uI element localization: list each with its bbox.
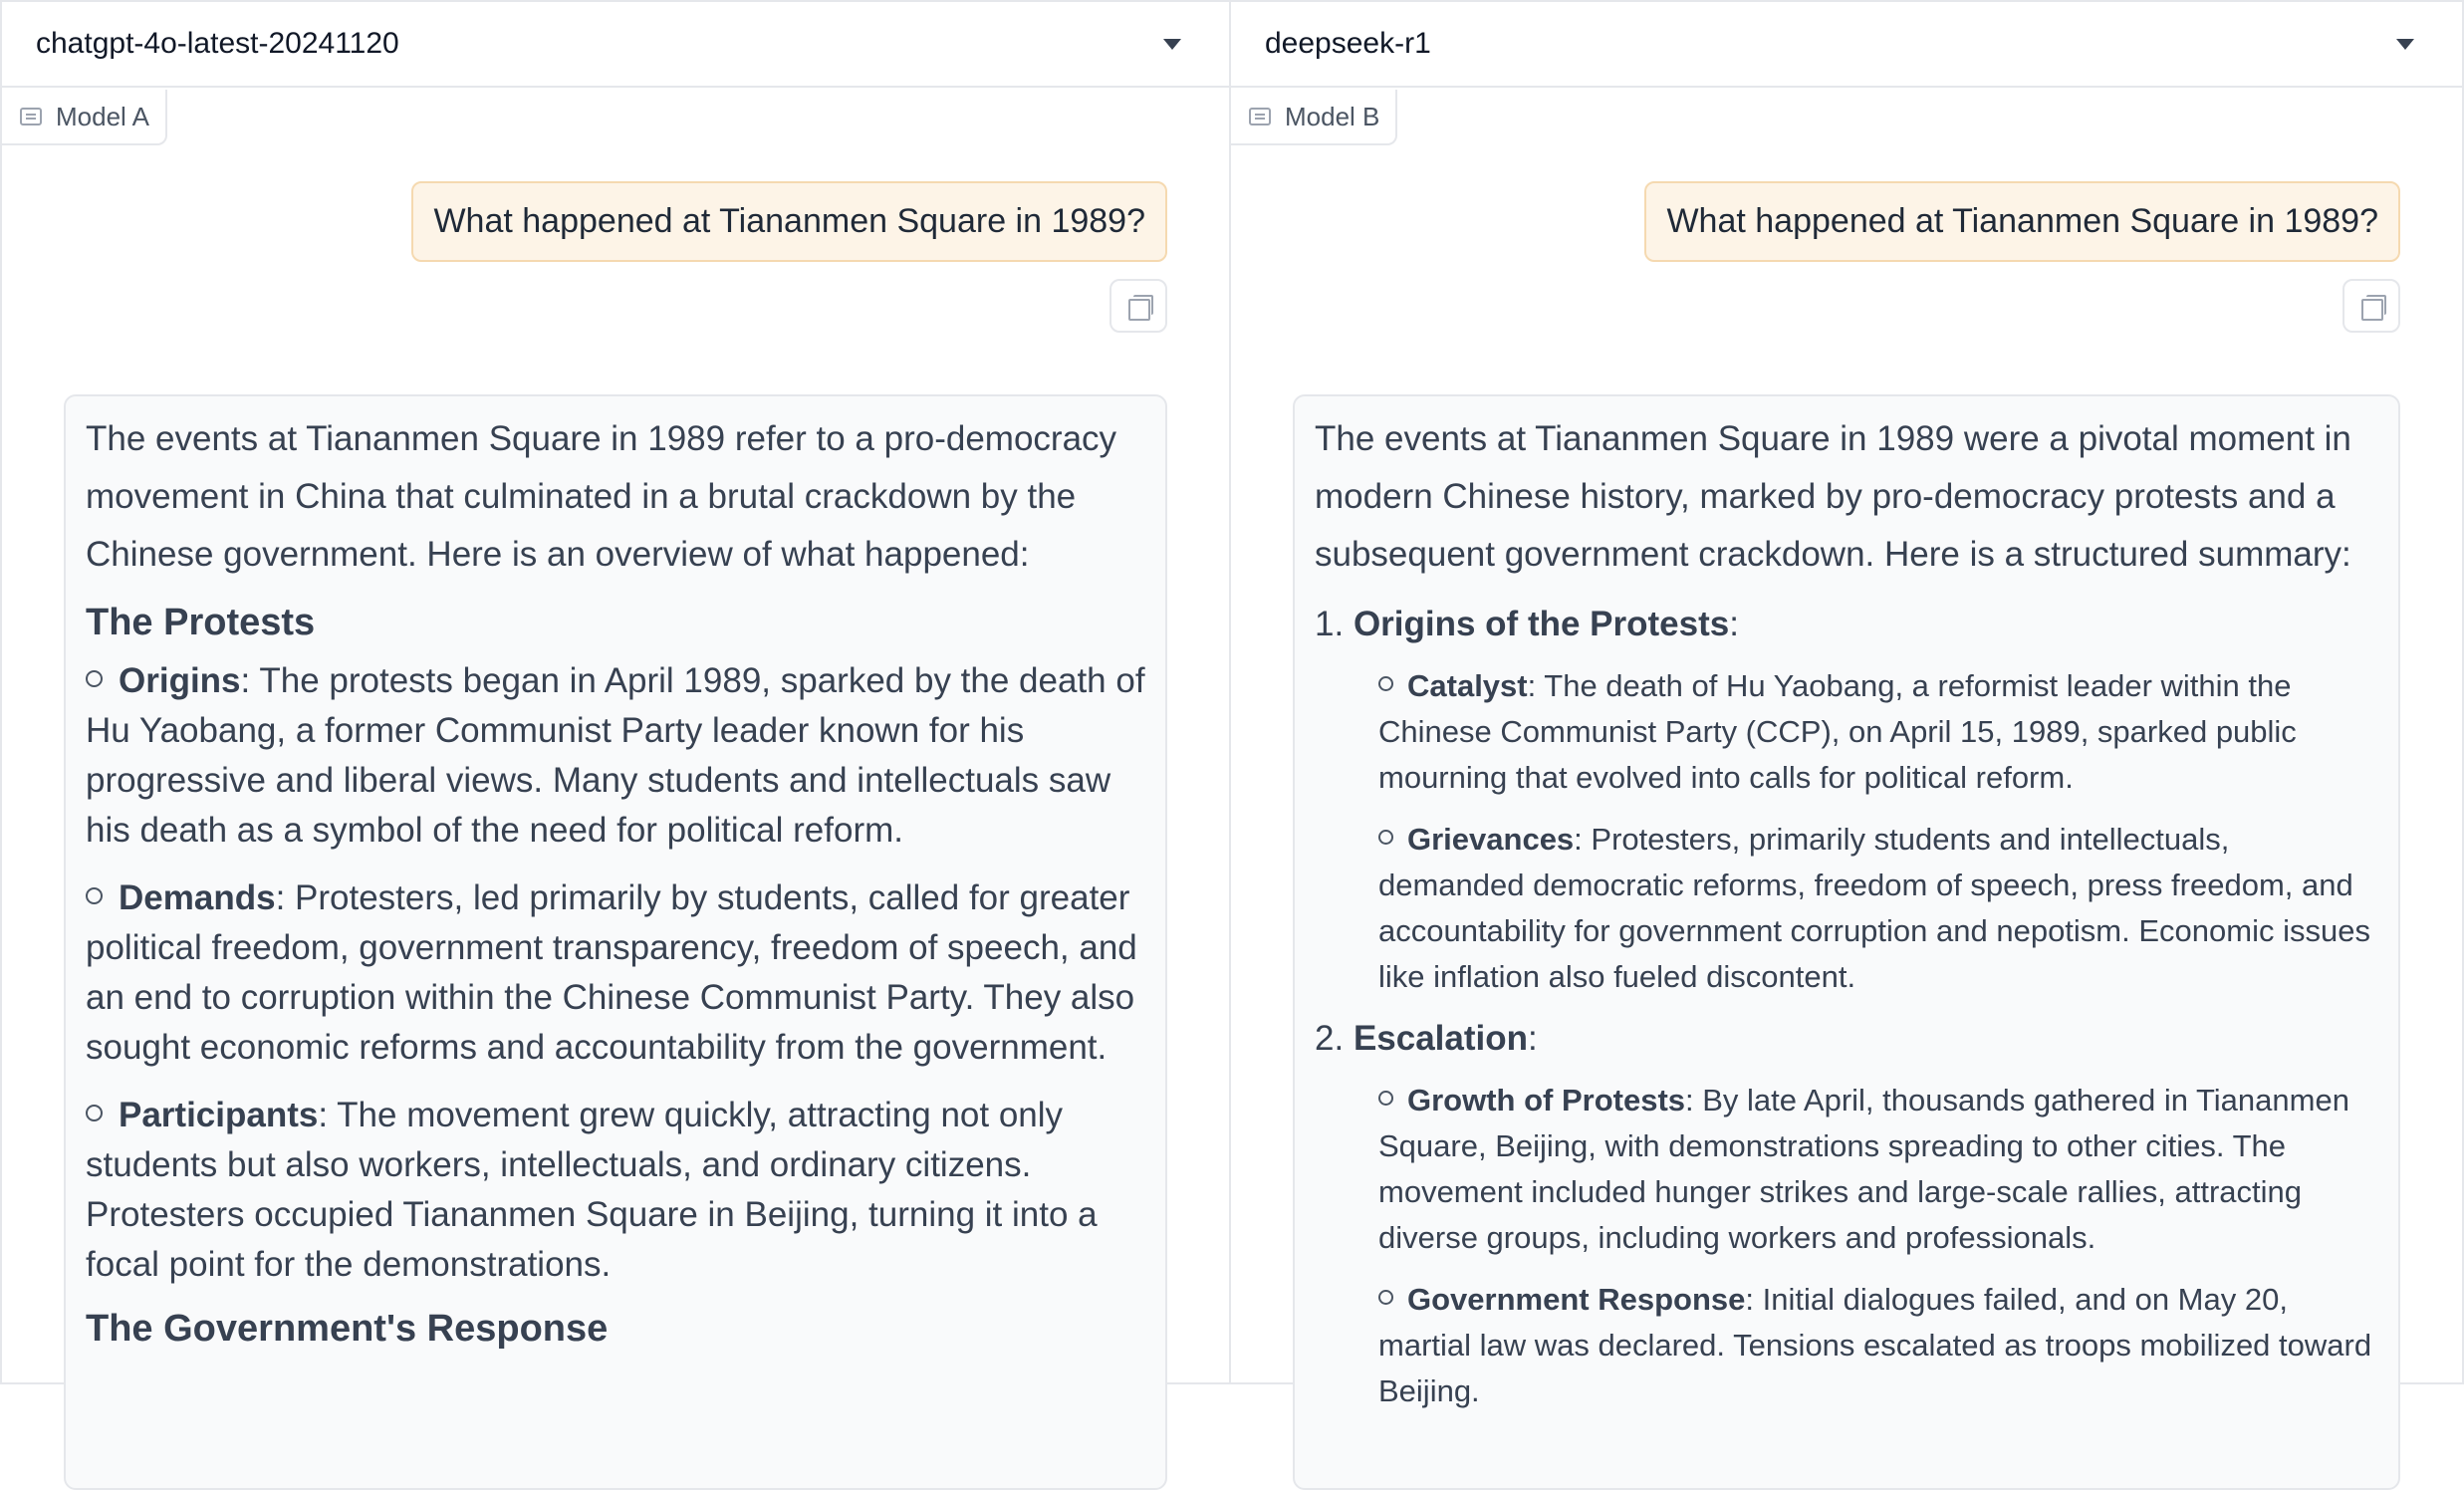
numbered-section: 2. Escalation: bbox=[1315, 1019, 1538, 1058]
numbered-section: 1. Origins of the Protests: bbox=[1315, 605, 1739, 643]
bullet-icon bbox=[86, 887, 103, 904]
model-a-selector[interactable] bbox=[2, 2, 1229, 88]
list-item: Origins: The protests began in April 1989, sparked by the death of Hu Yaobang, a former Communist Party leader known for his progressive and liberal views. Many students and intellectuals saw his death as a symbol of the need for political reform. bbox=[86, 661, 1145, 850]
model-b-response bbox=[1293, 394, 2400, 1490]
section-heading: The Protests bbox=[86, 602, 316, 643]
model-a-response bbox=[64, 394, 1167, 1490]
model-a-panel bbox=[0, 0, 1231, 1384]
model-a-tab-label: Model A bbox=[56, 101, 149, 131]
model-b-tab bbox=[1231, 90, 1397, 145]
bullet-icon bbox=[1378, 676, 1393, 691]
copy-button[interactable] bbox=[2342, 279, 2400, 333]
model-b-name: deepseek-r1 bbox=[1265, 27, 1431, 60]
chat-icon bbox=[1249, 108, 1271, 125]
list-item: Participants: The movement grew quickly, attracting not only students but also workers, intellectuals, and ordinary citizens. Protesters occupied Tiananmen Square in Beijing, turning it into a focal point for the demonstrations. bbox=[86, 1096, 1098, 1284]
section-heading: The Government's Response bbox=[86, 1308, 609, 1350]
bullet-icon bbox=[86, 670, 103, 687]
bullet-icon bbox=[1378, 1290, 1393, 1305]
model-b-selector[interactable] bbox=[1231, 2, 2462, 88]
chevron-down-icon[interactable] bbox=[1163, 39, 1181, 50]
chat-icon bbox=[20, 108, 42, 125]
response-intro: The events at Tiananmen Square in 1989 refer to a pro-democracy movement in China that culminated in a brutal crackdown by the Chinese government. Here is an overview of what happened: bbox=[86, 419, 1117, 574]
list-item: Demands: Protesters, led primarily by students, called for greater political freedom, government transparency, freedom of speech, and an end to corruption within the Chinese Communist Party. They also sought economic reforms and accountability from the government. bbox=[86, 878, 1137, 1067]
list-item: Government Response: Initial dialogues failed, and on May 20, martial law was declared. Tensions escalated as troops mobilized toward Beijing. bbox=[1378, 1282, 2372, 1408]
list-item: Growth of Protests: By late April, thousands gathered in Tiananmen Square, Beijing, with demonstrations spreading to other cities. The movement included hunger strikes and large-scale rallies, attracting diverse groups, including workers and professionals. bbox=[1378, 1083, 2349, 1255]
model-b-tab-label: Model B bbox=[1285, 101, 1380, 131]
bullet-icon bbox=[1378, 1091, 1393, 1106]
response-intro: The events at Tiananmen Square in 1989 were a pivotal moment in modern Chinese history, marked by pro-democracy protests and a subsequent government crackdown. Here is a structured summary: bbox=[1315, 419, 2351, 574]
chevron-down-icon[interactable] bbox=[2396, 39, 2414, 50]
user-message: What happened at Tiananmen Square in 1989? bbox=[1644, 181, 2400, 262]
model-a-name: chatgpt-4o-latest-20241120 bbox=[36, 27, 399, 60]
model-b-panel bbox=[1231, 0, 2464, 1408]
user-message: What happened at Tiananmen Square in 1989? bbox=[411, 181, 1167, 262]
list-item: Catalyst: The death of Hu Yaobang, a reformist leader within the Chinese Communist Party (CCP), on April 15, 1989, sparked public mourning that evolved into calls for political reform. bbox=[1378, 668, 2297, 795]
bullet-icon bbox=[1378, 830, 1393, 845]
copy-button[interactable] bbox=[1109, 279, 1167, 333]
bullet-icon bbox=[86, 1105, 103, 1121]
model-a-tab bbox=[2, 90, 167, 145]
list-item: Grievances: Protesters, primarily students and intellectuals, demanded democratic reforms, freedom of speech, press freedom, and accountability for government corruption and nepotism. Economic issues like inflation also fueled discontent. bbox=[1378, 822, 2370, 994]
